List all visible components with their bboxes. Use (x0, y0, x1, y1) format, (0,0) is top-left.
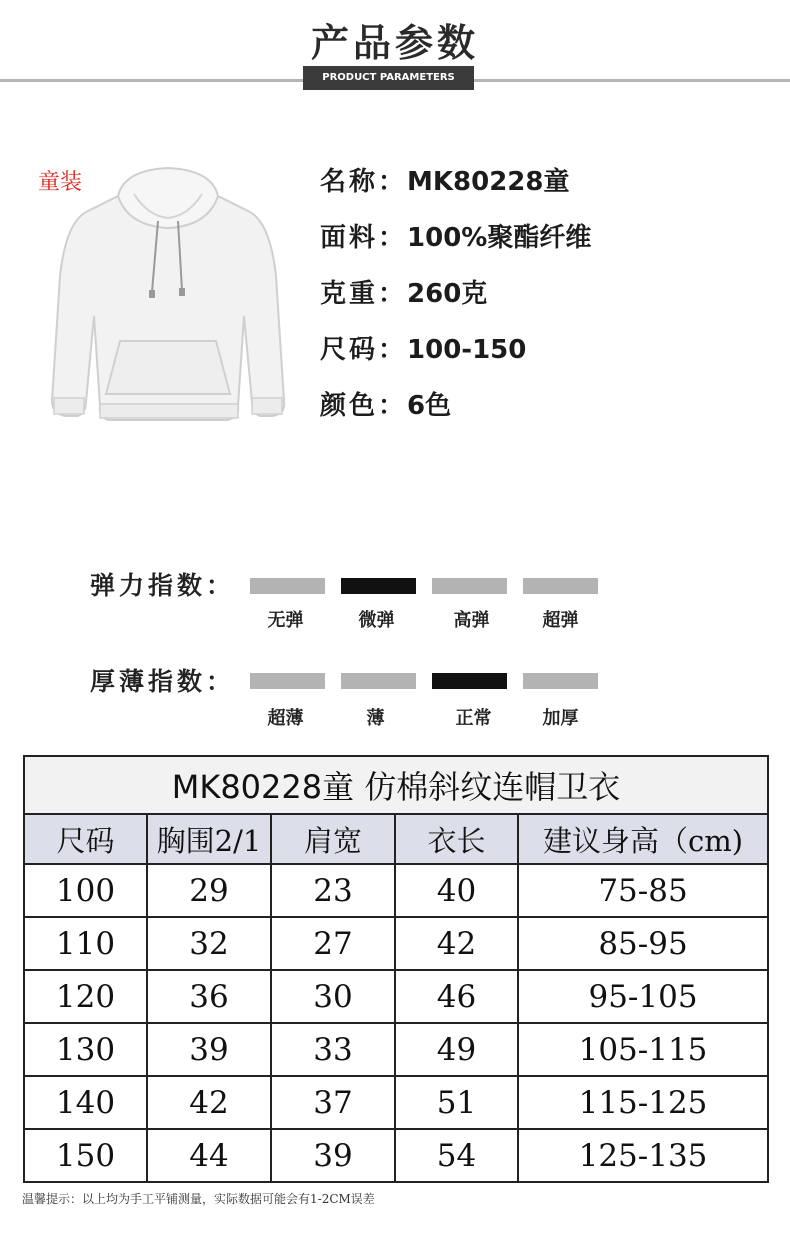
table-cell: 75-85 (518, 864, 768, 917)
table-cell: 40 (395, 864, 518, 917)
table-header-cell: 肩宽 (271, 814, 395, 864)
table-header-row (24, 814, 768, 864)
elasticity-bar-slight (341, 578, 416, 594)
table-cell: 42 (395, 917, 518, 970)
table-row (24, 1076, 768, 1129)
table-cell: 54 (395, 1129, 518, 1182)
elasticity-bar-high (432, 578, 507, 594)
spec-color: 颜色：6色 (320, 391, 452, 421)
table-cell: 44 (147, 1129, 271, 1182)
thickness-bar-thick (523, 673, 598, 689)
table-cell: 130 (24, 1023, 147, 1076)
thickness-option: 薄 (366, 708, 385, 729)
elasticity-option: 微弹 (358, 610, 395, 631)
table-cell: 105-115 (518, 1023, 768, 1076)
table-row (24, 1129, 768, 1182)
table-cell: 150 (24, 1129, 147, 1182)
table-cell: 125-135 (518, 1129, 768, 1182)
table-cell: 37 (271, 1076, 395, 1129)
page-title: 产品参数 (310, 21, 479, 65)
table-cell: 51 (395, 1076, 518, 1129)
table-header-cell: 胸围2/1 (147, 814, 271, 864)
thickness-option: 超薄 (267, 708, 304, 729)
table-cell: 30 (271, 970, 395, 1023)
table-cell: 23 (271, 864, 395, 917)
table-header-cell: 衣长 (395, 814, 518, 864)
thickness-option: 加厚 (542, 708, 579, 729)
table-cell: 36 (147, 970, 271, 1023)
white-hoodie-icon (48, 166, 288, 426)
table-cell: 33 (271, 1023, 395, 1076)
table-cell: 85-95 (518, 917, 768, 970)
table-cell: 39 (271, 1129, 395, 1182)
elasticity-option: 高弹 (453, 610, 490, 631)
thickness-bar-normal (432, 673, 507, 689)
page-subtitle: PRODUCT PARAMETERS (303, 66, 474, 90)
table-row (24, 917, 768, 970)
table-cell: 115-125 (518, 1076, 768, 1129)
table-cell: 39 (147, 1023, 271, 1076)
table-cell: 140 (24, 1076, 147, 1129)
elasticity-bar-super (523, 578, 598, 594)
table-cell: 27 (271, 917, 395, 970)
kids-tag: 童装 (38, 170, 83, 195)
table-cell: 42 (147, 1076, 271, 1129)
table-cell: 49 (395, 1023, 518, 1076)
table-cell: 32 (147, 917, 271, 970)
elasticity-label: 弹力指数： (90, 571, 236, 600)
table-header-cell: 建议身高（cm) (518, 814, 768, 864)
spec-list (320, 160, 591, 440)
size-table-container (23, 755, 767, 1183)
table-row (24, 864, 768, 917)
elasticity-option: 超弹 (542, 610, 579, 631)
table-cell: 110 (24, 917, 147, 970)
elasticity-option: 无弹 (267, 610, 304, 631)
spec-name: 名称：MK80228童 (320, 167, 570, 197)
thickness-label: 厚薄指数： (90, 667, 236, 696)
table-row (24, 970, 768, 1023)
table-cell: 46 (395, 970, 518, 1023)
thickness-bar-ultrathin (250, 673, 325, 689)
thickness-option: 正常 (455, 708, 492, 729)
measurement-note: 温馨提示：以上均为手工平铺测量，实际数据可能会有1-2CM误差 (22, 1192, 375, 1206)
elasticity-bar-none (250, 578, 325, 594)
table-row (24, 1023, 768, 1076)
table-cell: 100 (24, 864, 147, 917)
spec-size: 尺码：100-150 (320, 335, 527, 365)
thickness-bar-thin (341, 673, 416, 689)
table-cell: 29 (147, 864, 271, 917)
table-cell: 120 (24, 970, 147, 1023)
table-cell: 95-105 (518, 970, 768, 1023)
spec-fabric: 面料：100%聚酯纤维 (320, 223, 592, 253)
size-table (23, 755, 769, 1183)
table-header-cell: 尺码 (24, 814, 147, 864)
spec-weight: 克重：260克 (320, 279, 488, 309)
table-title: MK80228童 仿棉斜纹连帽卫衣 (24, 756, 768, 814)
